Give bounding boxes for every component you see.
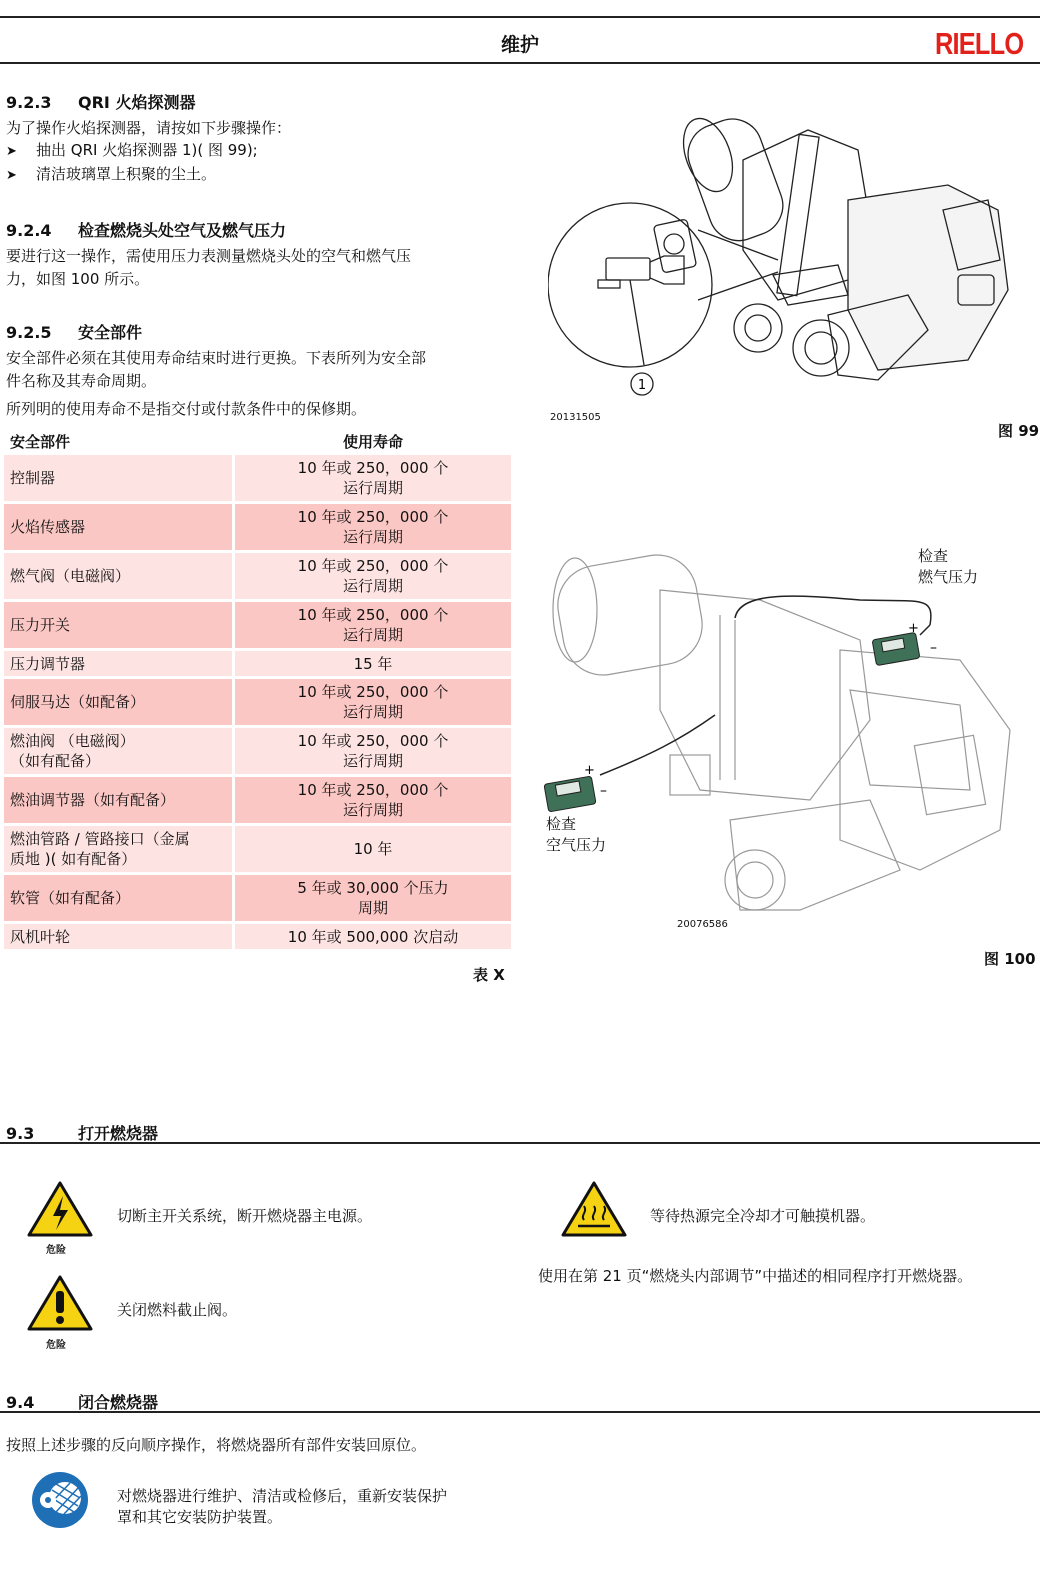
table-header-life: 使用寿命 xyxy=(342,433,403,451)
life-line: 运行周期 xyxy=(342,577,403,595)
part-life xyxy=(235,602,511,648)
section-9-4-heading xyxy=(6,1390,158,1413)
life-line: 运行周期 xyxy=(342,703,403,721)
svg-text:–: – xyxy=(930,640,937,656)
table-caption: 表 X xyxy=(473,966,505,984)
part-name-line: （如有配备） xyxy=(10,752,101,770)
table-header-part: 安全部件 xyxy=(10,433,71,451)
figure-100-code: 20076586 xyxy=(677,919,728,930)
section-9-3-rule xyxy=(0,1142,1040,1144)
section-number: 9.2.5 xyxy=(6,323,52,342)
life-line: 10 年 xyxy=(353,840,393,858)
part-name-line: 燃气阀（电磁阀） xyxy=(10,567,131,585)
part-name-line: 压力调节器 xyxy=(10,654,86,673)
part-name xyxy=(4,455,235,501)
table-row xyxy=(4,602,511,648)
danger-label: 危险 xyxy=(46,1340,66,1351)
section-9-2-5-line-2: 件名称及其寿命周期。 xyxy=(6,372,157,390)
life-line: 周期 xyxy=(357,899,388,917)
section-number: 9.2.3 xyxy=(6,93,52,112)
air-pressure-gauge-icon xyxy=(544,715,715,812)
part-name xyxy=(4,504,235,550)
section-9-2-4-line-2: 力，如图 100 所示。 xyxy=(6,270,150,288)
life-line: 10 年或 500,000 次启动 xyxy=(287,927,459,946)
section-number: 9.4 xyxy=(6,1393,35,1412)
life-line: 10 年或 250，000 个 xyxy=(297,732,449,750)
part-name xyxy=(4,553,235,599)
step-text: 抽出 QRI 火焰探测器 1)( 图 99); xyxy=(36,141,258,159)
part-name-line: 质地 )( 如有配备） xyxy=(10,850,137,868)
page-title: 维护 xyxy=(500,34,539,56)
svg-text:–: – xyxy=(600,783,607,799)
guard-reinstall-note xyxy=(117,1486,447,1528)
section-9-3-heading xyxy=(6,1121,158,1144)
figure-99-caption: 图 99 xyxy=(998,422,1040,440)
svg-text:+: + xyxy=(584,763,595,778)
safety-parts-table xyxy=(4,428,511,952)
part-name xyxy=(4,651,235,676)
part-life xyxy=(235,553,511,599)
note-line: 对燃烧器进行维护、清洁或检修后，重新安装保护 xyxy=(117,1487,448,1505)
table-row xyxy=(4,455,511,501)
section-title: 安全部件 xyxy=(78,323,143,342)
life-line: 运行周期 xyxy=(342,626,403,644)
life-line: 15 年 xyxy=(353,654,393,673)
label-line: 检查 xyxy=(546,815,577,833)
danger-label: 危险 xyxy=(46,1245,66,1256)
part-name-line: 燃油管路 / 管路接口（金属 xyxy=(10,830,190,848)
life-line: 5 年或 30,000 个压力 xyxy=(297,879,449,897)
table-row xyxy=(4,651,511,676)
figure-100-burner-drawing xyxy=(540,540,1040,940)
warning-text-power: 切断主开关系统，断开燃烧器主电源。 xyxy=(117,1207,373,1225)
section-9-2-4-heading xyxy=(6,218,286,241)
riello-logo: RIELLO xyxy=(935,26,1024,61)
table-row xyxy=(4,826,511,872)
life-line: 运行周期 xyxy=(342,801,403,819)
figure-100-caption: 图 100 xyxy=(984,950,1036,968)
part-life xyxy=(235,455,511,501)
step-text: 清洁玻璃罩上积聚的尘土。 xyxy=(36,165,217,183)
part-name-line: 燃油阀 （电磁阀） xyxy=(10,732,135,750)
safety-parts-table-wrap xyxy=(4,428,511,952)
electrical-danger-icon xyxy=(26,1180,94,1238)
section-title: QRI 火焰探测器 xyxy=(78,93,196,112)
part-name xyxy=(4,924,235,949)
part-name xyxy=(4,875,235,921)
table-row xyxy=(4,924,511,949)
step-item xyxy=(6,164,216,186)
section-9-2-5-line-1: 安全部件必须在其使用寿命结束时进行更换。下表所列为安全部 xyxy=(6,349,427,367)
section-number: 9.2.4 xyxy=(6,221,52,240)
part-life xyxy=(235,924,511,949)
part-name-line: 燃油调节器（如有配备） xyxy=(10,791,176,809)
closing-procedure-text: 按照上述步骤的反向顺序操作，将燃烧器所有部件安装回原位。 xyxy=(6,1436,427,1454)
general-danger-icon xyxy=(26,1274,94,1332)
table-row xyxy=(4,679,511,725)
part-life xyxy=(235,875,511,921)
life-line: 运行周期 xyxy=(342,528,403,546)
opening-procedure-text: 使用在第 21 页“燃烧头内部调节”中描述的相同程序打开燃烧器。 xyxy=(538,1267,973,1285)
detail-magnifier-circle xyxy=(548,203,712,367)
part-life xyxy=(235,777,511,823)
hot-surface-icon xyxy=(560,1180,628,1238)
header-top-rule xyxy=(0,16,1040,18)
note-line: 罩和其它安装防护装置。 xyxy=(117,1508,283,1526)
part-name-line: 风机叶轮 xyxy=(10,927,71,946)
section-title: 检查燃烧头处空气及燃气压力 xyxy=(78,221,287,240)
label-line: 空气压力 xyxy=(546,836,607,854)
svg-text:+: + xyxy=(908,621,919,636)
figure-99-code: 20131505 xyxy=(550,412,601,423)
arrow-bullet-icon: ➤ xyxy=(6,144,17,159)
life-line: 运行周期 xyxy=(342,479,403,497)
part-life xyxy=(235,679,511,725)
life-line: 10 年或 250，000 个 xyxy=(297,606,449,624)
warning-text-fuel-valve: 关闭燃料截止阀。 xyxy=(117,1301,238,1319)
warning-text-hot: 等待热源完全冷却才可触摸机器。 xyxy=(650,1207,876,1225)
section-9-2-5-heading xyxy=(6,320,142,343)
part-name-line: 火焰传感器 xyxy=(10,518,86,536)
section-9-2-3-intro: 为了操作火焰探测器，请按如下步骤操作： xyxy=(6,119,292,137)
label-line: 燃气压力 xyxy=(918,568,979,586)
part-name-line: 伺服马达（如配备） xyxy=(10,693,146,711)
table-row xyxy=(4,553,511,599)
section-title: 闭合燃烧器 xyxy=(78,1393,159,1412)
life-line: 10 年或 250，000 个 xyxy=(297,508,449,526)
part-name-line: 控制器 xyxy=(10,469,56,487)
table-row xyxy=(4,504,511,550)
section-number: 9.3 xyxy=(6,1124,35,1143)
part-name-line: 软管（如有配备） xyxy=(10,889,131,907)
label-line: 检查 xyxy=(918,547,949,565)
step-item xyxy=(6,140,258,162)
part-name xyxy=(4,679,235,725)
life-line: 10 年或 250，000 个 xyxy=(297,683,449,701)
protection-guard-icon xyxy=(30,1470,90,1530)
part-name xyxy=(4,777,235,823)
section-9-4-rule xyxy=(0,1411,1040,1413)
callout-1: 1 xyxy=(637,378,647,393)
section-9-2-4-line-1: 要进行这一操作，需使用压力表测量燃烧头处的空气和燃气压 xyxy=(6,247,412,265)
section-title: 打开燃烧器 xyxy=(78,1124,159,1143)
table-row xyxy=(4,777,511,823)
figure-99-burner-drawing xyxy=(548,90,1038,415)
part-life xyxy=(235,728,511,774)
table-row xyxy=(4,875,511,921)
life-line: 运行周期 xyxy=(342,752,403,770)
header-bottom-rule xyxy=(0,62,1040,64)
arrow-bullet-icon: ➤ xyxy=(6,168,17,183)
part-name xyxy=(4,602,235,648)
life-line: 10 年或 250，000 个 xyxy=(297,781,449,799)
part-life xyxy=(235,826,511,872)
part-name xyxy=(4,728,235,774)
section-9-2-3-heading xyxy=(6,90,195,113)
life-line: 10 年或 250，000 个 xyxy=(297,557,449,575)
part-name xyxy=(4,826,235,872)
part-life xyxy=(235,504,511,550)
gas-pressure-label xyxy=(918,546,978,588)
life-line: 10 年或 250，000 个 xyxy=(297,459,449,477)
part-life xyxy=(235,651,511,676)
table-row xyxy=(4,728,511,774)
section-9-2-5-note: 所列明的使用寿命不是指交付或付款条件中的保修期。 xyxy=(6,400,367,418)
part-name-line: 压力开关 xyxy=(10,616,71,634)
air-pressure-label xyxy=(546,814,606,856)
